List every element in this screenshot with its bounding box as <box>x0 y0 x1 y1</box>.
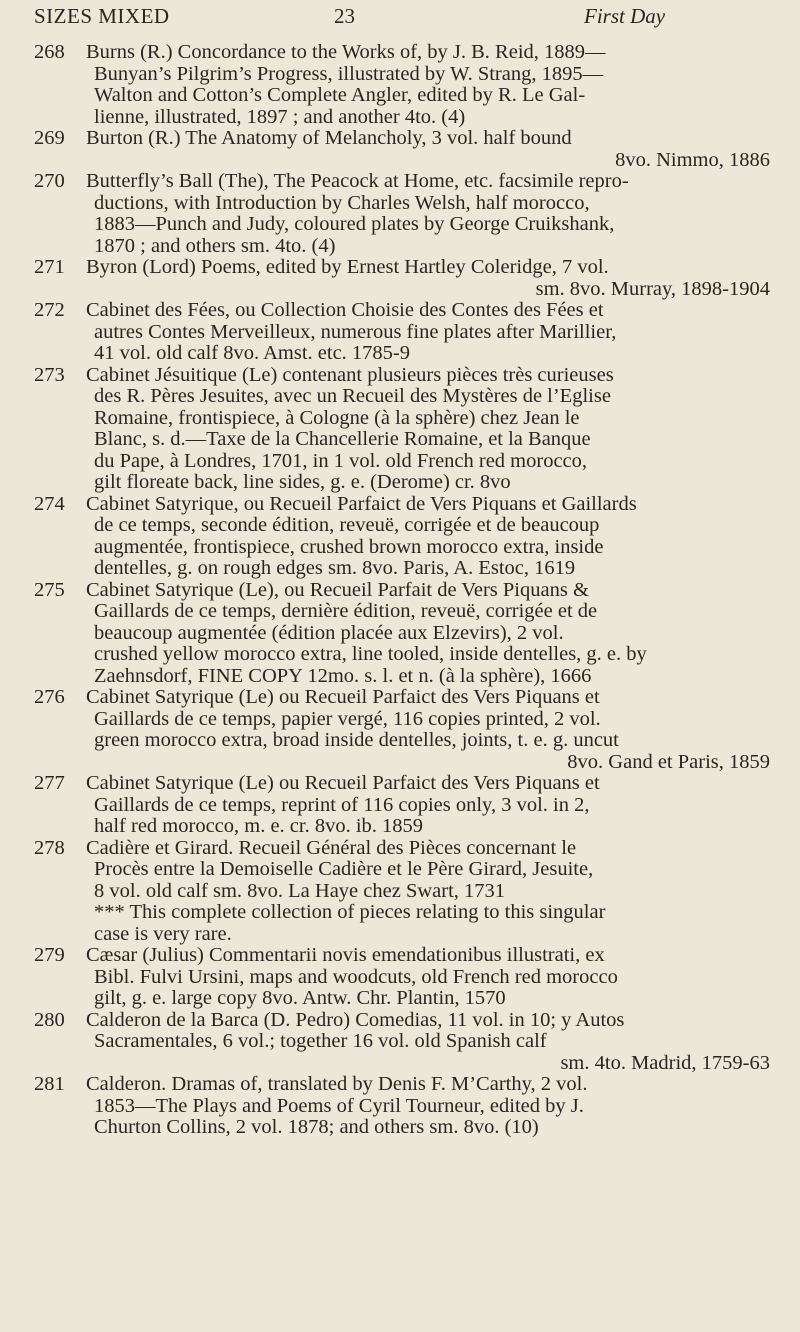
lot-entry <box>34 687 770 773</box>
description-line: Cabinet Satyrique (Le) ou Recueil Parfaict des Vers Piquans et <box>86 772 600 794</box>
description-line: Gaillards de ce temps, papier vergé, 116 copies printed, 2 vol. <box>94 707 601 730</box>
lot-entry <box>34 945 770 1010</box>
description-line: 1853—The Plays and Poems of Cyril Tourneur, edited by J. <box>94 1094 584 1117</box>
description-line: Gaillards de ce temps, dernière édition, reveuë, corrigée et de <box>94 600 598 622</box>
description-line: crushed yellow morocco extra, line tooled, inside dentelles, g. e. by <box>94 643 647 665</box>
description-line: Cadière et Girard. Recueil Général des Pièces concernant le <box>86 836 577 859</box>
lot-number: 268 <box>34 41 65 63</box>
description-line: Zaehnsdorf, FINE COPY 12mo. s. l. et n. (à la sphère), 1666 <box>94 664 592 687</box>
description-line: augmentée, frontispiece, crushed brown morocco extra, inside <box>94 535 604 558</box>
description-line: 41 vol. old calf 8vo. Amst. etc. 1785-9 <box>94 342 410 364</box>
description-line: half red morocco, m. e. cr. 8vo. ib. 1859 <box>94 815 424 837</box>
lot-description <box>86 494 770 580</box>
description-line: du Pape, à Londres, 1701, in 1 vol. old French red morocco, <box>94 449 588 472</box>
description-line: Calderon de la Barca (D. Pedro) Comedias, 11 vol. in 10; y Autos <box>86 1008 625 1031</box>
lot-entry <box>34 171 770 257</box>
description-line: 1870 ; and others sm. 4to. (4) <box>94 234 336 257</box>
lot-number: 269 <box>34 127 65 149</box>
lot-description <box>86 128 770 171</box>
description-line: Cabinet Satyrique (Le), ou Recueil Parfait de Vers Piquans & <box>86 578 589 601</box>
lot-number: 276 <box>34 686 65 708</box>
lot-number: 280 <box>34 1008 65 1031</box>
lot-description <box>86 580 770 688</box>
lot-entry <box>34 580 770 688</box>
lot-number: 271 <box>34 256 65 278</box>
description-line: case is very rare. <box>94 922 232 945</box>
description-line: lienne, illustrated, 1897 ; and another 4to. (4) <box>94 105 466 128</box>
description-line: Gaillards de ce temps, reprint of 116 copies only, 3 vol. in 2, <box>94 793 590 816</box>
lot-description <box>86 945 770 1010</box>
description-line: Calderon. Dramas of, translated by Denis F. M’Carthy, 2 vol. <box>86 1073 588 1095</box>
lot-number: 274 <box>34 492 65 515</box>
lot-number: 278 <box>34 836 65 859</box>
lot-description <box>86 1010 770 1075</box>
description-line: Sacramentales, 6 vol.; together 16 vol. old Spanish calf <box>94 1030 547 1052</box>
description-line: 8vo. Gand et Paris, 1859 <box>567 750 770 773</box>
description-line: Procès entre la Demoiselle Cadière et le Père Girard, Jesuite, <box>94 858 594 880</box>
description-line: Romaine, frontispiece, à Cologne (à la sphère) chez Jean le <box>94 406 580 429</box>
description-line: de ce temps, seconde édition, reveuë, corrigée et de beaucoup <box>94 514 600 536</box>
lot-description <box>86 838 770 946</box>
lot-description <box>86 300 770 365</box>
lot-description <box>86 257 770 300</box>
description-line: Byron (Lord) Poems, edited by Ernest Hartley Coleridge, 7 vol. <box>86 256 609 278</box>
lot-entry <box>34 300 770 365</box>
lot-description <box>86 1074 770 1139</box>
lot-entry <box>34 42 770 128</box>
lot-entry <box>34 494 770 580</box>
lot-number: 281 <box>34 1073 65 1095</box>
lot-description <box>86 687 770 773</box>
description-line: Blanc, s. d.—Taxe de la Chancellerie Romaine, et la Banque <box>94 428 591 450</box>
description-line: beaucoup augmentée (édition placée aux Elzevirs), 2 vol. <box>94 621 564 644</box>
description-line: dentelles, g. on rough edges sm. 8vo. Paris, A. Estoc, 1619 <box>94 557 576 579</box>
lot-description <box>86 42 770 128</box>
description-line: autres Contes Merveilleux, numerous fine plates after Marillier, <box>94 320 617 343</box>
lot-entry <box>34 365 770 494</box>
description-line: *** This complete collection of pieces relating to this singular <box>94 901 606 923</box>
description-line: Cabinet Satyrique (Le) ou Recueil Parfaict des Vers Piquans et <box>86 686 600 708</box>
description-line: 1883—Punch and Judy, coloured plates by George Cruikshank, <box>94 213 615 235</box>
description-line: sm. 8vo. Murray, 1898-1904 <box>535 277 770 300</box>
description-line: Butterfly’s Ball (The), The Peacock at Home, etc. facsimile repro- <box>86 170 629 192</box>
description-line: Walton and Cotton’s Complete Angler, edited by R. Le Gal- <box>94 84 586 106</box>
lot-number: 277 <box>34 772 65 794</box>
lot-entry <box>34 838 770 946</box>
description-line: des R. Pères Jesuites, avec un Recueil des Mystères de l’Eglise <box>94 385 611 407</box>
header-day-label: First Day <box>584 4 666 28</box>
description-line: Burton (R.) The Anatomy of Melancholy, 3 vol. half bound <box>86 127 572 149</box>
lot-number: 273 <box>34 363 65 386</box>
description-line: gilt floreate back, line sides, g. e. (Derome) cr. 8vo <box>94 471 511 493</box>
description-line: Churton Collins, 2 vol. 1878; and others sm. 8vo. (10) <box>94 1116 539 1138</box>
description-line: Burns (R.) Concordance to the Works of, by J. B. Reid, 1889— <box>86 41 606 63</box>
lot-entry <box>34 1074 770 1139</box>
description-line: 8vo. Nimmo, 1886 <box>615 148 770 171</box>
description-line: 8 vol. old calf sm. 8vo. La Haye chez Swart, 1731 <box>94 879 506 902</box>
lot-number: 279 <box>34 944 65 966</box>
description-line: green morocco extra, broad inside dentelles, joints, t. e. g. uncut <box>94 729 619 751</box>
lot-number: 270 <box>34 170 65 192</box>
lot-description <box>86 171 770 257</box>
description-line: ductions, with Introduction by Charles Welsh, half morocco, <box>94 191 590 214</box>
lot-entry <box>34 773 770 838</box>
page-number: 23 <box>334 4 355 28</box>
page-header <box>34 4 770 40</box>
description-line: Cabinet des Fées, ou Collection Choisie des Contes des Fées et <box>86 299 604 321</box>
lot-description <box>86 773 770 838</box>
lot-list <box>34 42 770 1139</box>
lot-entry <box>34 1010 770 1075</box>
description-line: Bunyan’s Pilgrim’s Progress, illustrated by W. Strang, 1895— <box>94 62 604 85</box>
description-line: Cæsar (Julius) Commentarii novis emendationibus illustrati, ex <box>86 944 605 966</box>
description-line: sm. 4to. Madrid, 1759-63 <box>560 1051 770 1074</box>
lot-entry <box>34 257 770 300</box>
lot-number: 275 <box>34 578 65 601</box>
description-line: gilt, g. e. large copy 8vo. Antw. Chr. Plantin, 1570 <box>94 987 506 1009</box>
description-line: Cabinet Satyrique, ou Recueil Parfaict de Vers Piquans et Gaillards <box>86 492 637 515</box>
description-line: Bibl. Fulvi Ursini, maps and woodcuts, old French red morocco <box>94 965 618 988</box>
lot-number: 272 <box>34 299 65 321</box>
header-section-label: SIZES MIXED <box>34 4 170 28</box>
description-line: Cabinet Jésuitique (Le) contenant plusieurs pièces très curieuses <box>86 363 614 386</box>
lot-entry <box>34 128 770 171</box>
lot-description <box>86 365 770 494</box>
